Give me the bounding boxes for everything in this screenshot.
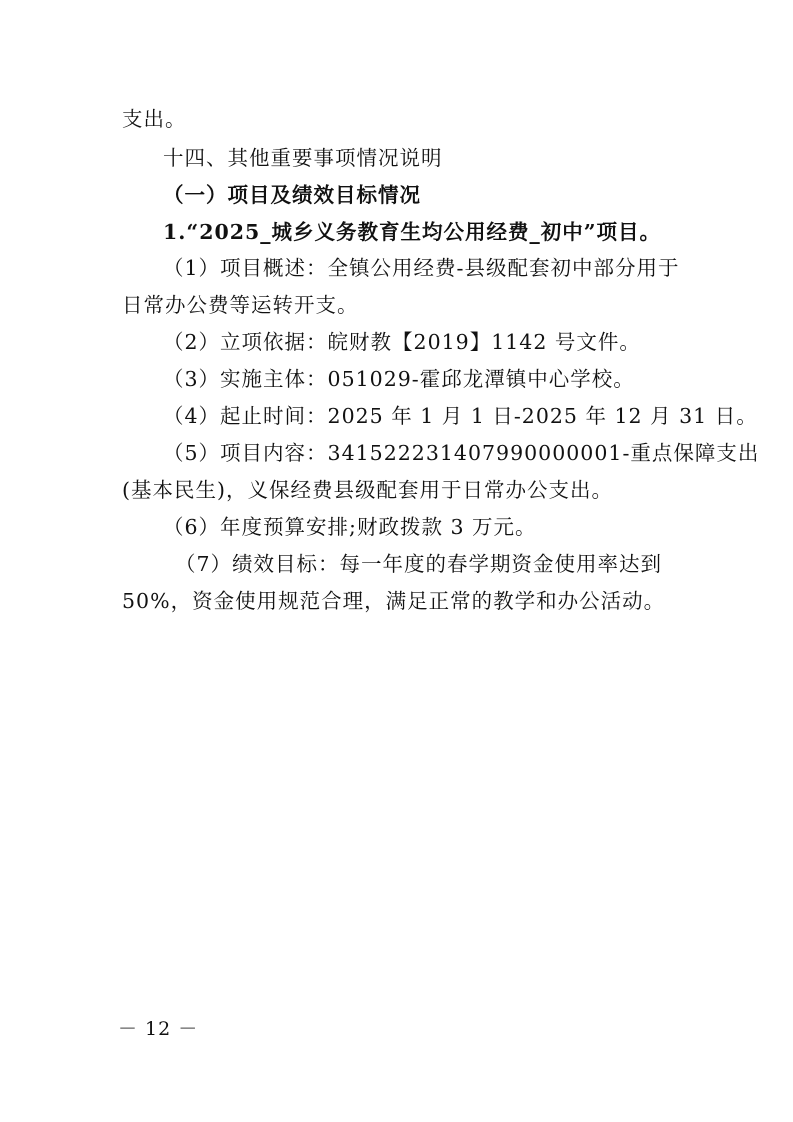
section-heading: 十四、其他重要事项情况说明 bbox=[163, 146, 443, 170]
page-number: － 12 － bbox=[118, 1018, 199, 1040]
item-overview-line-2: 日常办公费等运转开支。 bbox=[122, 293, 359, 317]
item-implementer: （3）实施主体：051029-霍邱龙潭镇中心学校。 bbox=[163, 367, 635, 391]
item-period: （4）起止时间：2025 年 1 月 1 日-2025 年 12 月 31 日。 bbox=[163, 404, 758, 428]
item-goal-line-1: （7）绩效目标：每一年度的春学期资金使用率达到 bbox=[175, 552, 663, 576]
item-content-line-2: (基本民生)，义保经费县级配套用于日常办公支出。 bbox=[122, 478, 613, 502]
item-goal-line-2: 50%，资金使用规范合理，满足正常的教学和办公活动。 bbox=[122, 589, 666, 613]
item-content-line-1: （5）项目内容：341522231407990000001-重点保障支出 bbox=[163, 441, 760, 465]
item-budget: （6）年度预算安排;财政拨款 3 万元。 bbox=[163, 515, 537, 539]
project-title: 1.“2025_城乡义务教育生均公用经费_初中”项目。 bbox=[163, 220, 662, 244]
paragraph-continuation: 支出。 bbox=[122, 107, 187, 131]
item-overview-line-1: （1）项目概述：全镇公用经费-县级配套初中部分用于 bbox=[163, 256, 680, 280]
item-basis: （2）立项依据：皖财教【2019】1142 号文件。 bbox=[163, 330, 641, 354]
subsection-heading: （一）项目及绩效目标情况 bbox=[163, 183, 421, 207]
